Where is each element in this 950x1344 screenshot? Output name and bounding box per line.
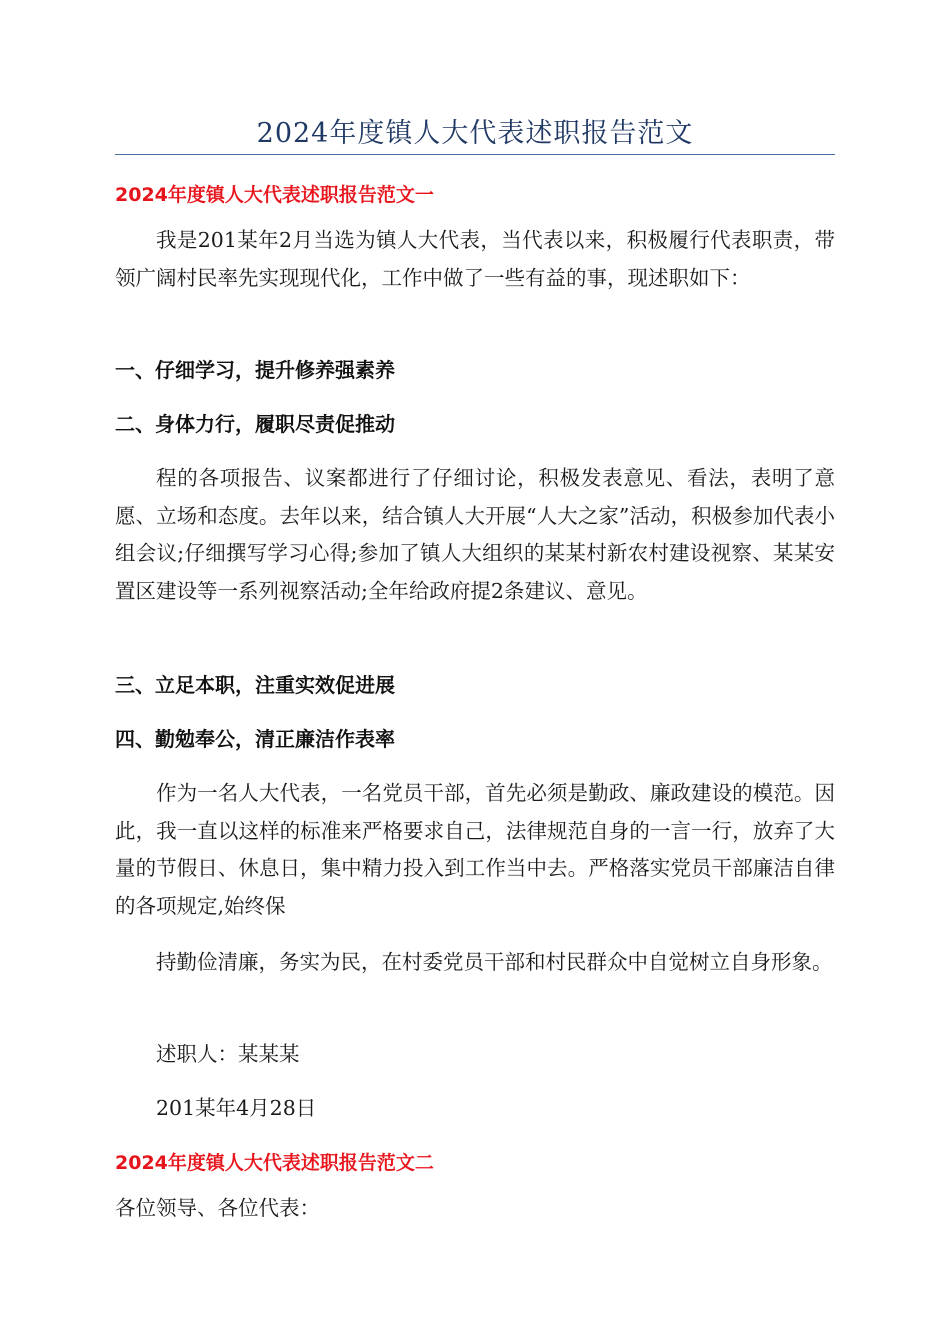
subheading-3: 三、立足本职，注重实效促进展 bbox=[115, 673, 395, 697]
section-heading-1: 2024年度镇人大代表述职报告范文一 bbox=[115, 184, 434, 206]
section-heading-2: 2024年度镇人大代表述职报告范文二 bbox=[115, 1152, 434, 1174]
paragraph-4a: 作为一名人大代表，一名党员干部，首先必须是勤政、廉政建设的模范。因此，我一直以这样的标准来严格要求自己，法律规范自身的一言一行，放弃了大量的节假日、休息日，集中精力投入到工作当中去。严格落实党员干部廉洁自律的各项规定,始终保 bbox=[115, 781, 835, 918]
intro-paragraph: 我是201某年2月当选为镇人大代表，当代表以来，积极履行代表职责，带领广阔村民率先实现现代化，工作中做了一些有益的事，现述职如下： bbox=[115, 228, 835, 290]
paragraph-2: 程的各项报告、议案都进行了仔细讨论，积极发表意见、看法，表明了意愿、立场和态度。去年以来，结合镇人大开展“人大之家”活动，积极参加代表小组会议;仔细撰写学习心得;参加了镇人大组织的某某村新农村建设视察、某某安置区建设等一系列视察活动;全年给政府提2条建议、意见。 bbox=[115, 466, 835, 603]
paragraph-4b: 持勤俭清廉，务实为民，在村委党员干部和村民群众中自觉树立自身形象。 bbox=[156, 950, 833, 974]
subheading-2: 二、身体力行，履职尽责促推动 bbox=[115, 412, 395, 436]
title-underline bbox=[115, 154, 835, 155]
subheading-1: 一、仔细学习，提升修养强素养 bbox=[115, 358, 395, 382]
salutation: 各位领导、各位代表： bbox=[115, 1196, 320, 1220]
subheading-4: 四、勤勉奉公，清正廉洁作表率 bbox=[115, 727, 395, 751]
document-title: 2024年度镇人大代表述职报告范文 bbox=[256, 118, 694, 149]
date-line: 201某年4月28日 bbox=[156, 1096, 317, 1120]
signature-line: 述职人：某某某 bbox=[156, 1042, 300, 1066]
